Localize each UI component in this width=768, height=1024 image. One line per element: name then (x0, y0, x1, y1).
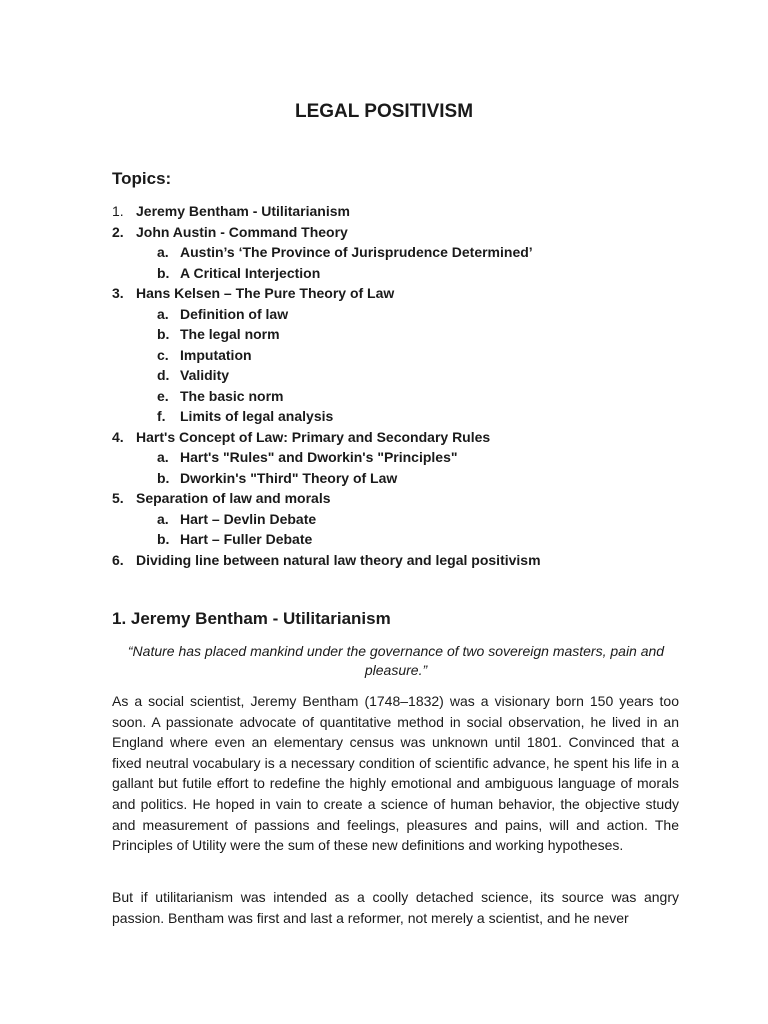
topic-subitem (112, 324, 692, 345)
topic-text: Dworkin's "Third" Theory of Law (180, 469, 398, 486)
topic-text: John Austin - Command Theory (136, 223, 348, 240)
topic-text: Limits of legal analysis (180, 408, 334, 424)
topics-heading: Topics: (112, 169, 172, 188)
topics-list (112, 201, 692, 570)
topic-item (112, 427, 692, 448)
topic-text: Hart – Fuller Debate (180, 531, 313, 547)
topic-number: 6. (112, 551, 124, 568)
topic-subitem (112, 365, 692, 386)
body-paragraph: But if utilitarianism was intended as a coolly detached science, its source was angry passion. Bentham was first and last a reformer, not merely a scientist, and he never (112, 889, 679, 926)
topic-number: 3. (112, 285, 124, 301)
topic-item (112, 550, 692, 571)
topic-text: Hart's "Rules" and Dworkin's "Principles" (180, 449, 458, 465)
topic-subitem (112, 263, 692, 284)
topic-number: e. (157, 387, 169, 404)
topic-text: Hans Kelsen – The Pure Theory of Law (136, 285, 395, 301)
topic-text: Definition of law (180, 305, 289, 322)
topic-number: b. (157, 264, 170, 281)
topic-text: Dividing line between natural law theory and legal positivism (136, 551, 541, 568)
topic-subitem (112, 304, 692, 325)
topic-number: a. (157, 305, 169, 322)
topic-number: 5. (112, 490, 124, 506)
topic-text: A Critical Interjection (180, 264, 321, 281)
topic-item (112, 488, 692, 509)
topic-text: Separation of law and morals (136, 490, 331, 506)
topic-item (112, 201, 692, 222)
topic-item (112, 222, 692, 243)
topic-text: Jeremy Bentham - Utilitarianism (136, 203, 350, 219)
section-quote: “Nature has placed mankind under the governance of two sovereign masters, pain and pleasure.” (127, 643, 665, 678)
topic-number: 1. (112, 203, 124, 219)
topic-text: Imputation (180, 346, 252, 363)
topic-subitem (112, 509, 692, 530)
topic-number: b. (157, 326, 170, 342)
topic-number: b. (157, 469, 170, 486)
topic-number: 2. (112, 223, 124, 240)
topic-text: Austin’s ‘The Province of Jurisprudence Determined’ (180, 244, 533, 260)
topic-number: d. (157, 367, 170, 383)
topic-subitem (112, 386, 692, 407)
topic-number: a. (157, 244, 169, 260)
topic-number: b. (157, 531, 170, 547)
topic-text: The legal norm (180, 326, 280, 342)
section-heading: 1. Jeremy Bentham - Utilitarianism (112, 609, 391, 628)
topic-subitem (112, 468, 692, 489)
topic-text: Hart's Concept of Law: Primary and Secondary Rules (136, 428, 491, 445)
topic-subitem (112, 242, 692, 263)
body-paragraph: As a social scientist, Jeremy Bentham (1748–1832) was a visionary born 150 years too soon. A passionate advocate of quantitative method in social observation, he lived in an England where even an elementary census was unknown until 1801. Convinced that a fixed neutral vocabulary is a necessary condition of scientific advance, he spent his life in a gallant but futile effort to redefine the highly emotional and ambiguous language of morals and politics. He hoped in vain to create a science of human behavior, the objective study and measurement of passions and feelings, pleasures and pains, will and action. The Principles of Utility were the sum of these new definitions and working hypotheses. (112, 693, 679, 854)
document-title: LEGAL POSITIVISM (294, 101, 474, 122)
topic-number: c. (157, 346, 169, 363)
topic-subitem (112, 447, 692, 468)
topic-subitem (112, 406, 692, 427)
topic-number: 4. (112, 428, 124, 445)
topic-item (112, 283, 692, 304)
topic-subitem (112, 345, 692, 366)
topic-number: a. (157, 510, 169, 527)
topic-number: f. (157, 408, 166, 424)
topic-number: a. (157, 449, 169, 465)
topic-subitem (112, 529, 692, 550)
topic-text: Validity (180, 367, 230, 383)
topic-text: Hart – Devlin Debate (180, 510, 317, 527)
topic-text: The basic norm (180, 387, 284, 404)
